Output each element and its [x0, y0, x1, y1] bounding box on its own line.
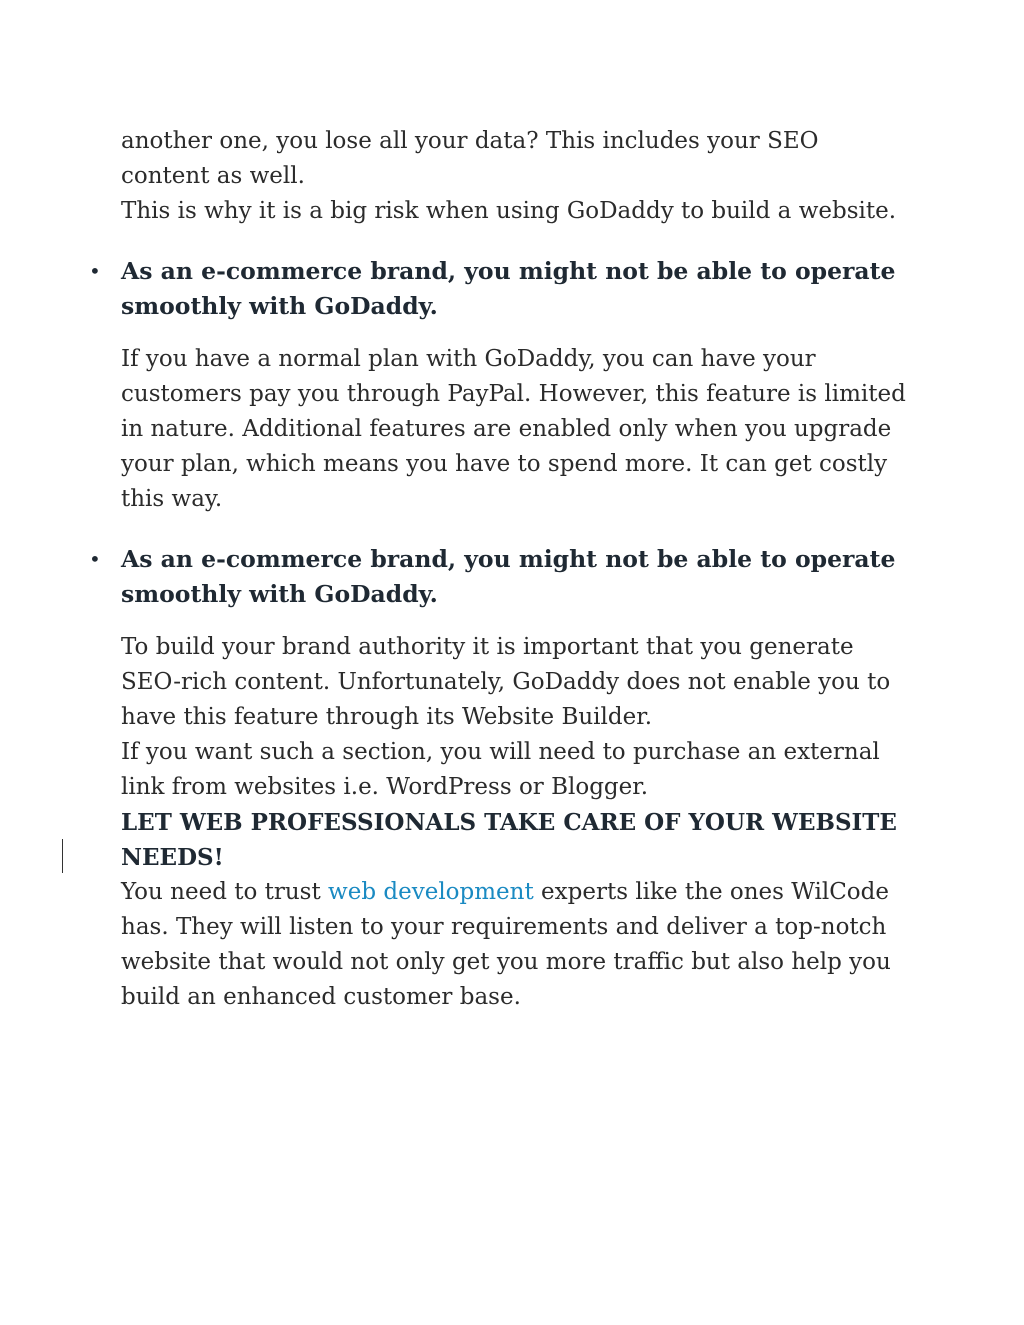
- bullet-icon: •: [89, 259, 101, 283]
- document-page: [89, 124, 911, 1015]
- section-2-heading: [89, 542, 911, 612]
- web-development-link[interactable]: web development: [328, 879, 534, 905]
- intro-paragraph-1: another one, you lose all your data? This includes your SEO content as well.: [121, 128, 819, 189]
- cta-heading: LET WEB PROFESSIONALS TAKE CARE OF YOUR WEBSITE NEEDS!: [121, 809, 897, 871]
- section-1-heading-text: As an e-commerce brand, you might not be able to operate smoothly with GoDaddy.: [121, 257, 896, 320]
- text-caret: [62, 839, 63, 873]
- section-1-heading: [89, 254, 911, 324]
- section-1-body: If you have a normal plan with GoDaddy, you can have your customers pay you through PayPal. However, this feature is limited in nature. Additional features are enabled only when you upgrade your plan, which means you have to spend more. It can get costly this way.: [121, 346, 906, 512]
- section-2-body-2: If you want such a section, you will need to purchase an external link from websites i.e. WordPress or Blogger.: [121, 739, 880, 800]
- intro-paragraph-2: This is why it is a big risk when using GoDaddy to build a website.: [121, 198, 897, 224]
- bullet-icon: •: [89, 547, 101, 571]
- section-2-heading-text: As an e-commerce brand, you might not be able to operate smoothly with GoDaddy.: [121, 545, 896, 608]
- section-2-body: To build your brand authority it is important that you generate SEO-rich content. Unfortunately, GoDaddy does not enable you to have this feature through its Website Builder.: [121, 634, 891, 730]
- cta-paragraph: [121, 875, 911, 1015]
- cta-text-before: You need to trust: [121, 879, 329, 905]
- cta-text-after: experts like the ones WilCode has. They will listen to your requirements and deliver a top-notch website that would not only get you more traffic but also help you build an enhanced customer base.: [121, 879, 891, 1010]
